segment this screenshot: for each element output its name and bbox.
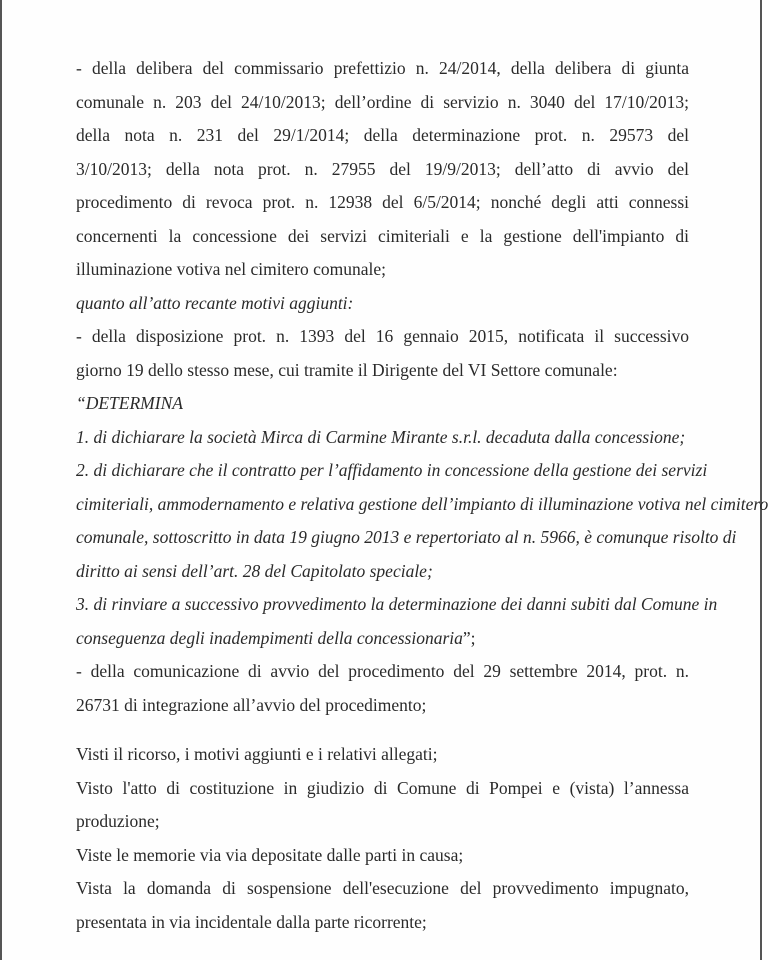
text-line: 3. di rinviare a successivo provvedimento la determinazione dei danni subiti dal Comune in <box>76 594 718 614</box>
text-line: Vista la domanda di sospensione dell'esecuzione del provvedimento impugnato, <box>76 878 689 898</box>
text-line: produzione; <box>76 811 160 831</box>
text-line: comunale, sottoscritto in data 19 giugno 2013 e repertoriato al n. 5966, è comunque risolto di <box>76 527 737 547</box>
text-line <box>76 622 689 656</box>
text-line: Viste le memorie via via depositate dalle parti in causa; <box>76 844 464 865</box>
text-line: giorno 19 dello stesso mese, cui tramite il Dirigente del VI Settore comunale: <box>76 359 618 380</box>
text-line: presentata in via incidentale dalla parte ricorrente; <box>76 911 427 932</box>
text-line: Visti il ricorso, i motivi aggiunti e i relativi allegati; <box>76 744 438 764</box>
text-line: 3/10/2013; della nota prot. n. 27955 del 19/9/2013; dell’atto di avvio del <box>76 158 689 179</box>
text-line: 26731 di integrazione all’avvio del procedimento; <box>76 694 427 715</box>
text-line: 2. di dichiarare che il contratto per l’affidamento in concessione della gestione dei servizi <box>76 460 708 480</box>
text-line: diritto ai sensi dell’art. 28 del Capitolato speciale; <box>76 560 433 581</box>
text-line: “DETERMINA <box>76 393 183 413</box>
text-line: - della comunicazione di avvio del procedimento del 29 settembre 2014, prot. n. <box>76 661 689 681</box>
paragraph-gap <box>76 722 689 738</box>
text-line: comunale n. 203 del 24/10/2013; dell’ordine di servizio n. 3040 del 17/10/2013; <box>76 91 689 112</box>
text-line: Visto l'atto di costituzione in giudizio di Comune di Pompei e (vista) l’annessa <box>76 777 689 798</box>
text-line: concernenti la concessione dei servizi cimiteriali e la gestione dell'impianto di <box>76 225 689 246</box>
text-line: - della delibera del commissario prefettizio n. 24/2014, della delibera di giunta <box>76 58 689 78</box>
text-line: illuminazione votiva nel cimitero comunale; <box>76 259 387 279</box>
italic-run: conseguenza degli inadempimenti della concessionaria <box>76 627 463 648</box>
normal-run: ”; <box>462 627 476 648</box>
text-line: 1. di dichiarare la società Mirca di Carmine Mirante s.r.l. decaduta dalla concessione; <box>76 426 686 447</box>
document-body <box>76 52 768 939</box>
text-line: della nota n. 231 del 29/1/2014; della determinazione prot. n. 29573 del <box>76 125 689 145</box>
text-line: - della disposizione prot. n. 1393 del 16 gennaio 2015, notificata il successivo <box>76 326 689 346</box>
text-line: cimiteriali, ammodernamento e relativa gestione dell’impianto di illuminazione votiva nel cimitero <box>76 493 768 514</box>
text-line: quanto all’atto recante motivi aggiunti: <box>76 292 354 313</box>
text-line: procedimento di revoca prot. n. 12938 del 6/5/2014; nonché degli atti connessi <box>76 192 689 212</box>
